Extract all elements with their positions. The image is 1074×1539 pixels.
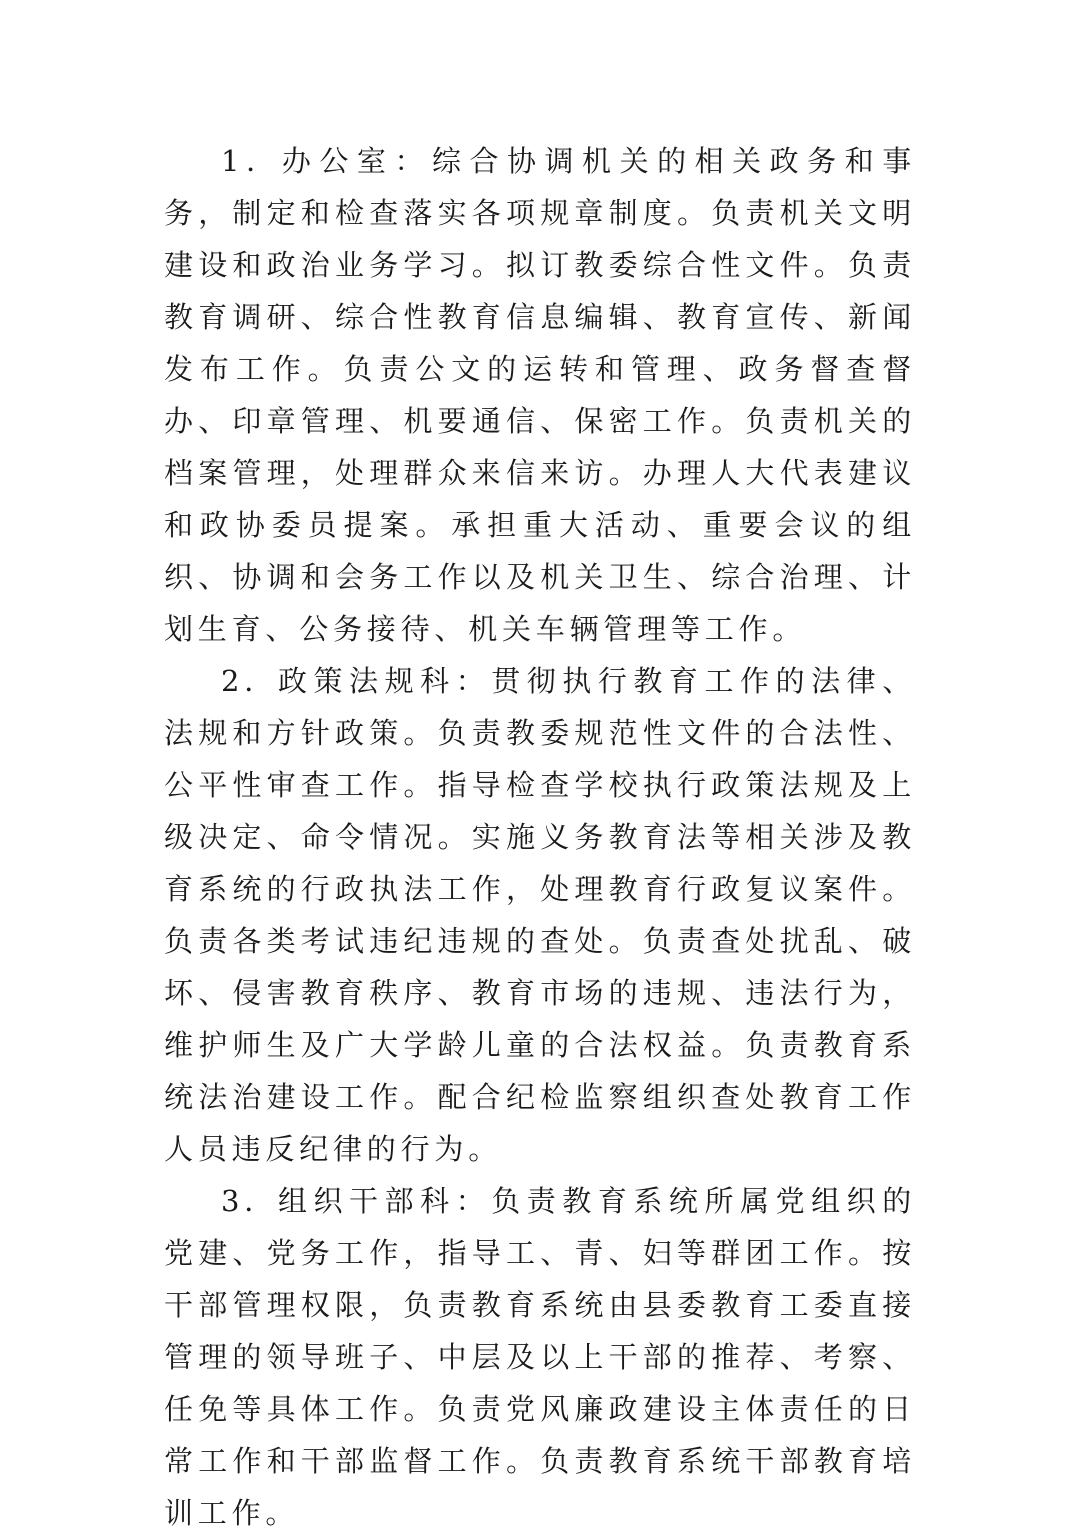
paragraph-office <box>164 135 916 655</box>
paragraph-title: 办公室： <box>281 144 432 178</box>
paragraph-body: 贯彻执行教育工作的法律、法规和方针政策。负责教委规范性文件的合法性、公平性审查工作。指导检查学校执行政策法规及上级决定、命令情况。实施义务教育法等相关涉及教育系统的行政执法工作，处理教育行政复议案件。负责各类考试违纪违规的查处。负责查处扰乱、破坏、侵害教育秩序、教育市场的违规、违法行为，维护师生及广大学龄儿童的合法权益。负责教育系统法治建设工作。配合纪检监察组织查处教育工作人员违反纪律的行为。 <box>164 664 916 1166</box>
paragraph-number: 1． <box>221 144 282 178</box>
paragraph-number: 3． <box>221 1184 278 1218</box>
paragraph-body: 负责教育系统所属党组织的党建、党务工作，指导工、青、妇等群团工作。按干部管理权限，负责教育系统由县委教育工委直接管理的领导班子、中层及以上干部的推荐、考察、任免等具体工作。负责党风廉政建设主体责任的日常工作和干部监督工作。负责教育系统干部教育培训工作。 <box>164 1184 916 1530</box>
paragraph-policy-regulation <box>164 655 916 1175</box>
paragraph-title: 政策法规科： <box>277 664 492 698</box>
paragraph-number: 2． <box>221 664 278 698</box>
paragraph-organization-cadre <box>164 1175 916 1539</box>
paragraph-title: 组织干部科： <box>277 1184 492 1218</box>
paragraph-body: 综合协调机关的相关政务和事务，制定和检查落实各项规章制度。负责机关文明建设和政治业务学习。拟订教委综合性文件。负责教育调研、综合性教育信息编辑、教育宣传、新闻发布工作。负责公文的运转和管理、政务督查督办、印章管理、机要通信、保密工作。负责机关的档案管理，处理群众来信来访。办理人大代表建议和政协委员提案。承担重大活动、重要会议的组织、协调和会务工作以及机关卫生、综合治理、计划生育、公务接待、机关车辆管理等工作。 <box>164 144 916 646</box>
document-page <box>164 135 916 1539</box>
